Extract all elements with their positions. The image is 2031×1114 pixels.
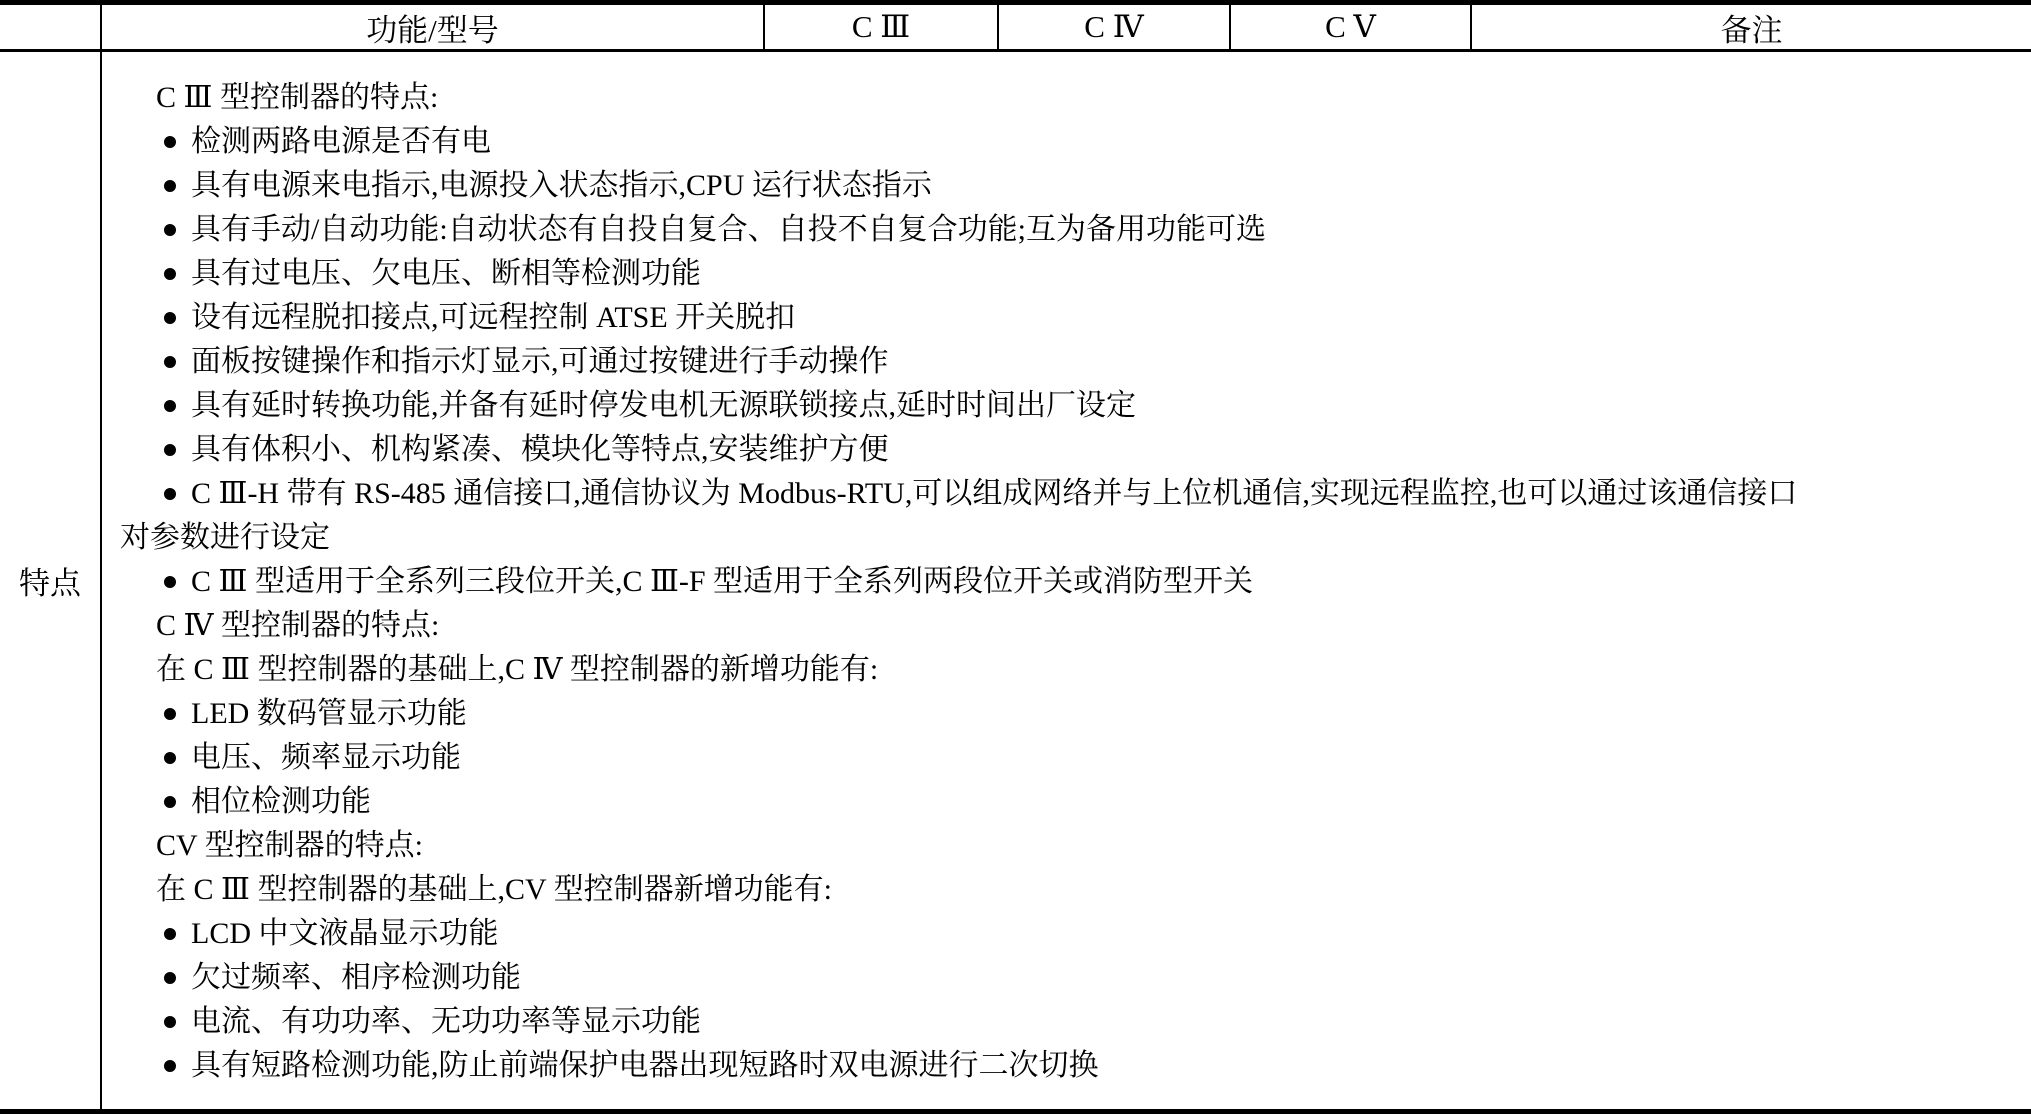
- header-cell-c5: C Ⅴ: [1229, 5, 1470, 49]
- feature-line: [102, 164, 2031, 208]
- feature-line-text: 面板按键操作和指示灯显示,可通过按键进行手动操作: [191, 345, 889, 378]
- bullet-icon: [164, 312, 176, 324]
- feature-line-text: C Ⅲ 型控制器的特点:: [156, 81, 439, 114]
- table-header-row: [0, 5, 2031, 52]
- feature-line: [102, 516, 2031, 560]
- bullet-icon: [164, 268, 176, 280]
- feature-line-text: C Ⅳ 型控制器的特点:: [156, 609, 440, 642]
- feature-line: [102, 340, 2031, 384]
- bullet-icon: [164, 576, 176, 588]
- feature-line: [102, 252, 2031, 296]
- feature-line-text: 在 C Ⅲ 型控制器的基础上,C Ⅳ 型控制器的新增功能有:: [156, 653, 879, 686]
- feature-line-text: 检测两路电源是否有电: [191, 125, 491, 158]
- bullet-icon: [164, 224, 176, 236]
- feature-line: [102, 428, 2031, 472]
- feature-line-text: 对参数进行设定: [120, 521, 330, 554]
- bullet-icon: [164, 1060, 176, 1072]
- feature-line: [102, 296, 2031, 340]
- row-label-features: 特点: [19, 566, 81, 601]
- feature-line-text: C Ⅲ 型适用于全系列三段位开关,C Ⅲ-F 型适用于全系列两段位开关或消防型开关: [191, 565, 1254, 598]
- bullet-icon: [164, 180, 176, 192]
- feature-line-text: 在 C Ⅲ 型控制器的基础上,CV 型控制器新增功能有:: [156, 873, 832, 906]
- feature-line-text: 具有体积小、机构紧凑、模块化等特点,安装维护方便: [191, 433, 889, 466]
- feature-line-text: CV 型控制器的特点:: [156, 829, 423, 862]
- feature-line: [102, 384, 2031, 428]
- feature-line: [102, 76, 2031, 120]
- feature-line: [102, 472, 2031, 516]
- feature-line: [102, 692, 2031, 736]
- bullet-icon: [164, 752, 176, 764]
- feature-line-text: 具有手动/自动功能:自动状态有自投自复合、自投不自复合功能;互为备用功能可选: [191, 213, 1267, 246]
- header-cell-remark: 备注: [1470, 5, 2031, 49]
- bullet-icon: [164, 972, 176, 984]
- bullet-icon: [164, 928, 176, 940]
- feature-line-text: 具有延时转换功能,并备有延时停发电机无源联锁接点,延时时间出厂设定: [191, 389, 1136, 422]
- feature-line-text: 相位检测功能: [191, 785, 371, 818]
- feature-line: [102, 604, 2031, 648]
- bullet-icon: [164, 444, 176, 456]
- feature-line: [102, 648, 2031, 692]
- feature-line-text: 具有短路检测功能,防止前端保护电器出现短路时双电源进行二次切换: [191, 1049, 1099, 1082]
- feature-line-text: C Ⅲ-H 带有 RS-485 通信接口,通信协议为 Modbus-RTU,可以组成网络并与上位机通信,实现远程监控,也可以通过该通信接口: [191, 477, 1798, 510]
- bullet-icon: [164, 136, 176, 148]
- feature-line-text: LED 数码管显示功能: [191, 697, 467, 730]
- header-cell-c4: C Ⅳ: [997, 5, 1229, 49]
- feature-line: [102, 1000, 2031, 1044]
- feature-line: [102, 1044, 2031, 1088]
- feature-line-text: 电流、有功功率、无功功率等显示功能: [191, 1005, 701, 1038]
- bullet-icon: [164, 400, 176, 412]
- feature-line: [102, 868, 2031, 912]
- bullet-icon: [164, 488, 176, 500]
- feature-line: [102, 736, 2031, 780]
- feature-line: [102, 780, 2031, 824]
- feature-line-text: 设有远程脱扣接点,可远程控制 ATSE 开关脱扣: [191, 301, 796, 334]
- feature-line: [102, 208, 2031, 252]
- feature-line: [102, 824, 2031, 868]
- feature-line: [102, 956, 2031, 1000]
- feature-line-text: 具有电源来电指示,电源投入状态指示,CPU 运行状态指示: [191, 169, 932, 202]
- bullet-icon: [164, 356, 176, 368]
- bullet-icon: [164, 1016, 176, 1028]
- bullet-icon: [164, 796, 176, 808]
- feature-line: [102, 120, 2031, 164]
- feature-line-text: 具有过电压、欠电压、断相等检测功能: [191, 257, 701, 290]
- feature-content-cell: [100, 52, 2031, 1109]
- feature-line: [102, 912, 2031, 956]
- header-cell-function-model: 功能/型号: [100, 5, 763, 49]
- feature-line: [102, 560, 2031, 604]
- feature-line-text: LCD 中文液晶显示功能: [191, 917, 499, 950]
- header-cell-blank: [0, 5, 100, 49]
- feature-row: [0, 52, 2031, 1109]
- bullet-icon: [164, 708, 176, 720]
- feature-line-text: 欠过频率、相序检测功能: [191, 961, 521, 994]
- header-cell-c3: C Ⅲ: [763, 5, 997, 49]
- feature-line-text: 电压、频率显示功能: [191, 741, 461, 774]
